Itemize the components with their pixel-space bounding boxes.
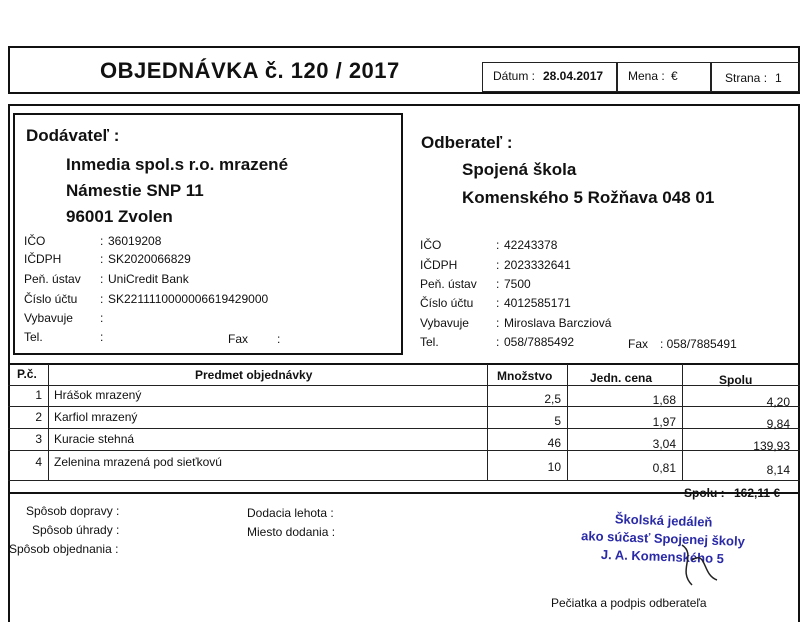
customer-ico-label: IČO xyxy=(420,238,442,252)
customer-account-sep: : xyxy=(496,296,500,310)
table-row-pc: 4 xyxy=(35,455,42,469)
col-header-pc: P.č. xyxy=(17,367,37,381)
table-row-unit: 3,04 xyxy=(652,437,676,451)
supplier-ico-sep: : xyxy=(100,234,104,248)
customer-fax-label: Fax xyxy=(628,337,649,351)
col-sep-2 xyxy=(487,364,488,480)
table-row-unit: 0,81 xyxy=(652,461,676,475)
customer-icdph-label: IČDPH xyxy=(420,258,458,272)
supplier-tel-sep: : xyxy=(100,330,104,344)
customer-bank-value: 7500 xyxy=(504,277,531,291)
supplier-icdph-sep: : xyxy=(100,252,104,266)
supplier-account-sep: : xyxy=(100,292,104,306)
customer-heading: Odberateľ : xyxy=(421,133,513,152)
table-row-item: Karfiol mrazený xyxy=(54,410,138,424)
customer-contact-value: Miroslava Barcziová xyxy=(504,316,612,330)
supplier-city: 96001 Zvolen xyxy=(66,207,173,226)
signature-label: Pečiatka a podpis odberateľa xyxy=(551,596,707,610)
customer-ico-sep: : xyxy=(496,238,500,252)
date-label: Dátum : xyxy=(493,69,536,83)
table-row-unit: 1,97 xyxy=(652,415,676,429)
page-label: Strana : xyxy=(725,71,768,85)
customer-name: Spojená škola xyxy=(462,160,577,179)
table-row-qty: 46 xyxy=(547,436,561,450)
stamp-line-1: Školská jedáleň xyxy=(614,511,713,530)
sum-line xyxy=(8,492,800,494)
col-sep-3 xyxy=(567,364,568,480)
table-row-unit: 1,68 xyxy=(652,393,676,407)
order-method-label: Spôsob objednania : xyxy=(9,542,119,556)
supplier-account-label: Číslo účtu xyxy=(24,292,78,306)
col-header-qty: Množstvo xyxy=(497,369,553,383)
stamp-line-3: J. A. Komenského 5 xyxy=(600,546,725,567)
col-header-item: Predmet objednávky xyxy=(195,368,313,382)
supplier-name: Inmedia spol.s r.o. mrazené xyxy=(66,155,289,174)
transport-label: Spôsob dopravy : xyxy=(26,504,120,518)
table-row-qty: 5 xyxy=(554,414,561,428)
delivery-place-label: Miesto dodania : xyxy=(247,525,336,539)
supplier-tel-label: Tel. xyxy=(24,330,43,344)
stamp-line-2: ako súčasť Spojenej školy xyxy=(580,528,746,549)
customer-bank-label: Peň. ústav xyxy=(420,277,477,291)
customer-tel-sep: : xyxy=(496,335,500,349)
sum-label: Spolu : xyxy=(684,486,725,500)
school-stamp xyxy=(547,508,779,570)
customer-account-value: 4012585171 xyxy=(504,296,571,310)
document-title: OBJEDNÁVKA č. 120 / 2017 xyxy=(100,58,400,83)
customer-icdph-sep: : xyxy=(496,258,500,272)
supplier-ico-value: 36019208 xyxy=(108,234,162,248)
supplier-fax-label: Fax xyxy=(228,332,249,346)
customer-tel-value: 058/7885492 xyxy=(504,335,575,349)
supplier-account-value: SK2211110000006619429000 xyxy=(108,292,269,306)
customer-account-label: Číslo účtu xyxy=(420,296,474,310)
payment-label: Spôsob úhrady : xyxy=(32,523,120,537)
supplier-heading: Dodávateľ : xyxy=(26,126,120,145)
customer-address: Komenského 5 Rožňava 048 01 xyxy=(462,188,715,207)
date-value: 28.04.2017 xyxy=(543,69,604,83)
table-row-item: Hrášok mrazený xyxy=(54,388,142,402)
supplier-contact-sep: : xyxy=(100,311,104,325)
table-row-pc: 3 xyxy=(35,432,42,446)
supplier-icdph-value: SK2020066829 xyxy=(108,252,191,266)
customer-bank-sep: : xyxy=(496,277,500,291)
customer-icdph-value: 2023332641 xyxy=(504,258,571,272)
customer-fax-value: : 058/7885491 xyxy=(660,337,737,351)
table-row-qty: 10 xyxy=(547,460,561,474)
customer-contact-label: Vybavuje xyxy=(420,316,469,330)
sum-value: 162,11 € xyxy=(734,486,781,500)
supplier-bank-sep: : xyxy=(100,272,104,286)
supplier-bank-label: Peň. ústav xyxy=(24,272,81,286)
customer-tel-label: Tel. xyxy=(420,335,439,349)
table-row-qty: 2,5 xyxy=(544,392,561,406)
table-row-item: Kuracie stehná xyxy=(54,432,135,446)
table-row-total: 4,20 xyxy=(766,395,790,409)
table-row-total: 9,84 xyxy=(766,417,790,431)
currency-label: Mena : xyxy=(628,69,665,83)
table-row-pc: 1 xyxy=(35,388,42,402)
table-bottom-line xyxy=(8,480,800,481)
col-header-unit: Jedn. cena xyxy=(590,371,653,385)
table-row-item: Zelenina mrazená pod sieťkovú xyxy=(54,455,222,469)
supplier-ico-label: IČO xyxy=(24,234,46,248)
customer-contact-sep: : xyxy=(496,316,500,330)
col-sep-4 xyxy=(682,364,683,480)
table-row-pc: 2 xyxy=(35,410,42,424)
supplier-icdph-label: IČDPH xyxy=(24,252,62,266)
table-row-total: 8,14 xyxy=(766,463,790,477)
customer-ico-value: 42243378 xyxy=(504,238,558,252)
table-row-total: 139,93 xyxy=(753,439,790,453)
delivery-term-label: Dodacia lehota : xyxy=(247,506,334,520)
col-header-total: Spolu xyxy=(719,373,753,387)
page-value: 1 xyxy=(775,71,782,85)
col-sep-1 xyxy=(48,364,49,480)
currency-value: € xyxy=(671,69,678,83)
supplier-street: Námestie SNP 11 xyxy=(66,181,204,200)
supplier-fax-sep: : xyxy=(277,332,281,346)
supplier-contact-label: Vybavuje xyxy=(24,311,73,325)
signature-scribble xyxy=(672,540,732,590)
supplier-bank-value: UniCredit Bank xyxy=(108,272,189,286)
